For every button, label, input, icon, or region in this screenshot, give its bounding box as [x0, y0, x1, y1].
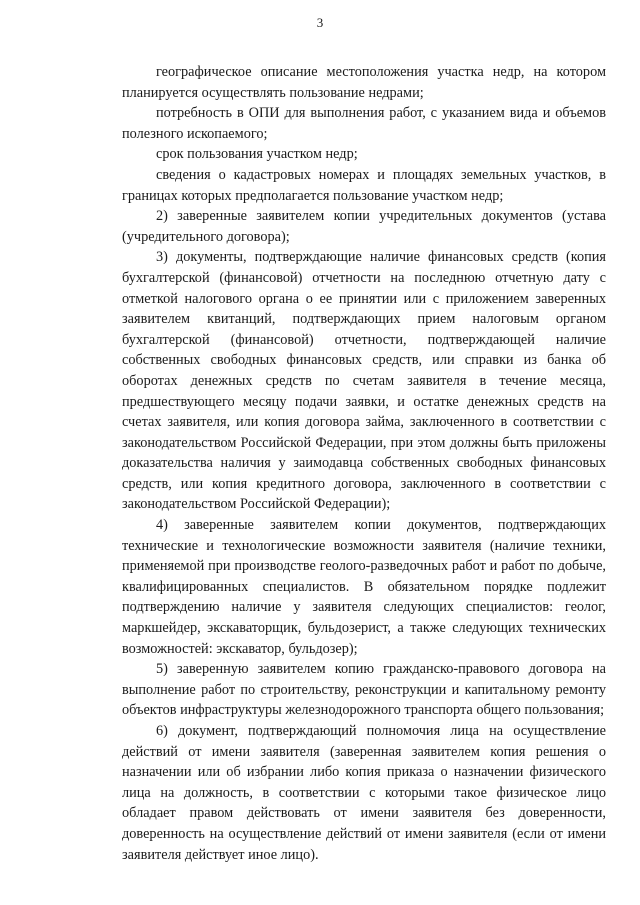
paragraph-item-4-technical-capabilities: 4) заверенные заявителем копии документов, подтверждающих технические и технологические возможности заявителя (наличие техники, применяемой при производстве геолого-разведочных работ и работ по добыче, квалифицированных специалистов. В обязательном порядке подлежит подтверждению наличие у заявителя следующих специалистов: геолог, маркшейдер, экскаваторщик, бульдозерист, а также следующих технических возможностей: экскаватор, бульдозер);: [122, 517, 606, 657]
paragraph-usage-term: срок пользования участком недр;: [156, 146, 358, 163]
paragraph-item-3-financial-docs: 3) документы, подтверждающие наличие финансовых средств (копия бухгалтерской (финансовой) отчетности на последнюю отчетную дату с отметкой налогового органа о ее принятии или с приложением заверенных заявителем квитанций, подтверждающих прием налоговым органом бухгалтерской (финансовой) отчетности, подтверждающей наличие собственных свободных финансовых средств, или справки из банка об оборотах денежных средств по счетам заявителя в течение месяца, предшествующего месяцу подачи заявки, и остатке денежных средств на счетах заявителя, или копия договора займа, заключенного в соответствии с законодательством Российской Федерации, при этом должны быть приложены доказательства наличия у заимодавца собственных свободных финансовых средств, или копия кредитного договора, заключенного в соответствии с законодательством Российской Федерации);: [122, 249, 606, 513]
paragraph-item-6-authority-document: 6) документ, подтверждающий полномочия лица на осуществление действий от имени заявителя (заверенная заявителем копия решения о назначении или об избрании либо копия приказа о назначении физического лица на должность, в соответствии с которыми такое физическое лицо обладает правом действовать от имени заявителя без доверенности, доверенность на осуществление действий от имени заявителя (если от имени заявителя действует иное лицо).: [122, 723, 606, 863]
page-number: 3: [316, 15, 324, 30]
paragraph-item-2-founding-docs: 2) заверенные заявителем копии учредительных документов (устава (учредительного договора);: [122, 208, 606, 245]
paragraph-geographic-description: географическое описание местоположения участка недр, на котором планируется осуществлять пользование недрами;: [122, 64, 606, 101]
paragraph-cadastral-info: сведения о кадастровых номерах и площадях земельных участков, в границах которых предполагается пользование участком недр;: [122, 166, 606, 204]
paragraph-item-5-civil-contract: 5) заверенную заявителем копию гражданско-правового договора на выполнение работ по строительству, реконструкции и капитальному ремонту объектов инфраструктуры железнодорожного транспорта общего пользования;: [122, 661, 606, 719]
document-body: [122, 62, 606, 865]
paragraph-opi-need: потребность в ОПИ для выполнения работ, с указанием вида и объемов полезного ископаемого;: [122, 105, 606, 142]
